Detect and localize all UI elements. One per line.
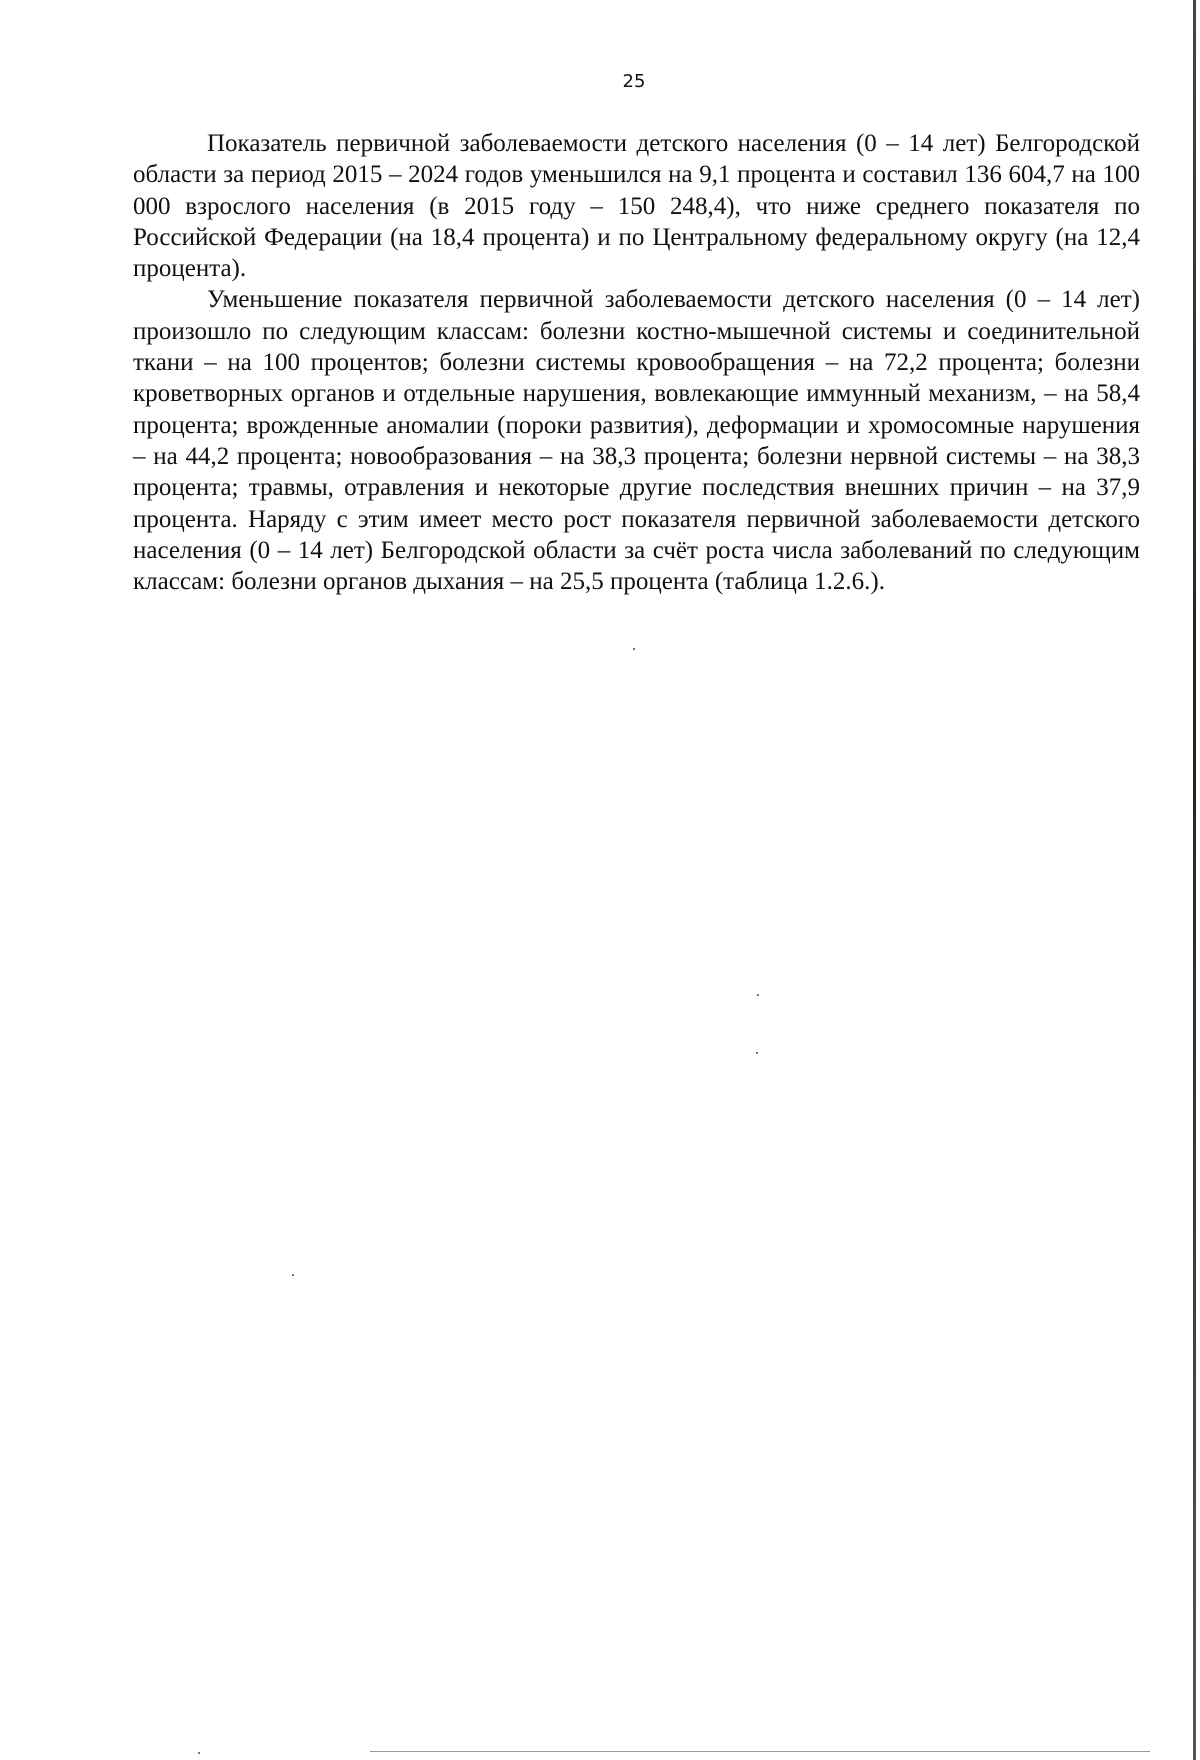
paragraph-1: Показатель первичной заболеваемости детского населения (0 – 14 лет) Белгородской области за период 2015 – 2024 годов уменьшился на 9,1 процента и составил 136 604,7 на 100 000 взрослого населения (в 2015 году – 150 248,4), что ниже среднего показателя по Российской Федерации (на 18,4 процента) и по Центральному федеральному округу (на 12,4 процента). [133,130,1140,283]
document-body [133,128,1140,597]
scan-speck [292,1274,294,1276]
scan-speck [757,994,759,996]
scan-bottom-edge [370,1751,1150,1752]
scan-edge-shadow [1193,0,1196,1760]
scan-speck [633,648,635,650]
scan-speck [198,1752,200,1754]
paragraph-2: Уменьшение показателя первичной заболеваемости детского населения (0 – 14 лет) произошло по следующим классам: болезни костно-мышечной системы и соединительной ткани – на 100 процентов; болезни системы кровообращения – на 72,2 процента; болезни кроветворных органов и отдельные нарушения, вовлекающие иммунный механизм, – на 58,4 процента; врожденные аномалии (пороки развития), деформации и хромосомные нарушения – на 44,2 процента; новообразования – на 38,3 процента; болезни нервной системы – на 38,3 процента; травмы, отравления и некоторые другие последствия внешних причин – на 37,9 процента. Наряду с этим имеет место рост показателя первичной заболеваемости детского населения (0 – 14 лет) Белгородской области за счёт роста числа заболеваний по следующим классам: болезни органов дыхания – на 25,5 процента (таблица 1.2.6.). [133,286,1140,596]
scan-speck [756,1052,758,1054]
page-number: 25 [622,71,646,92]
